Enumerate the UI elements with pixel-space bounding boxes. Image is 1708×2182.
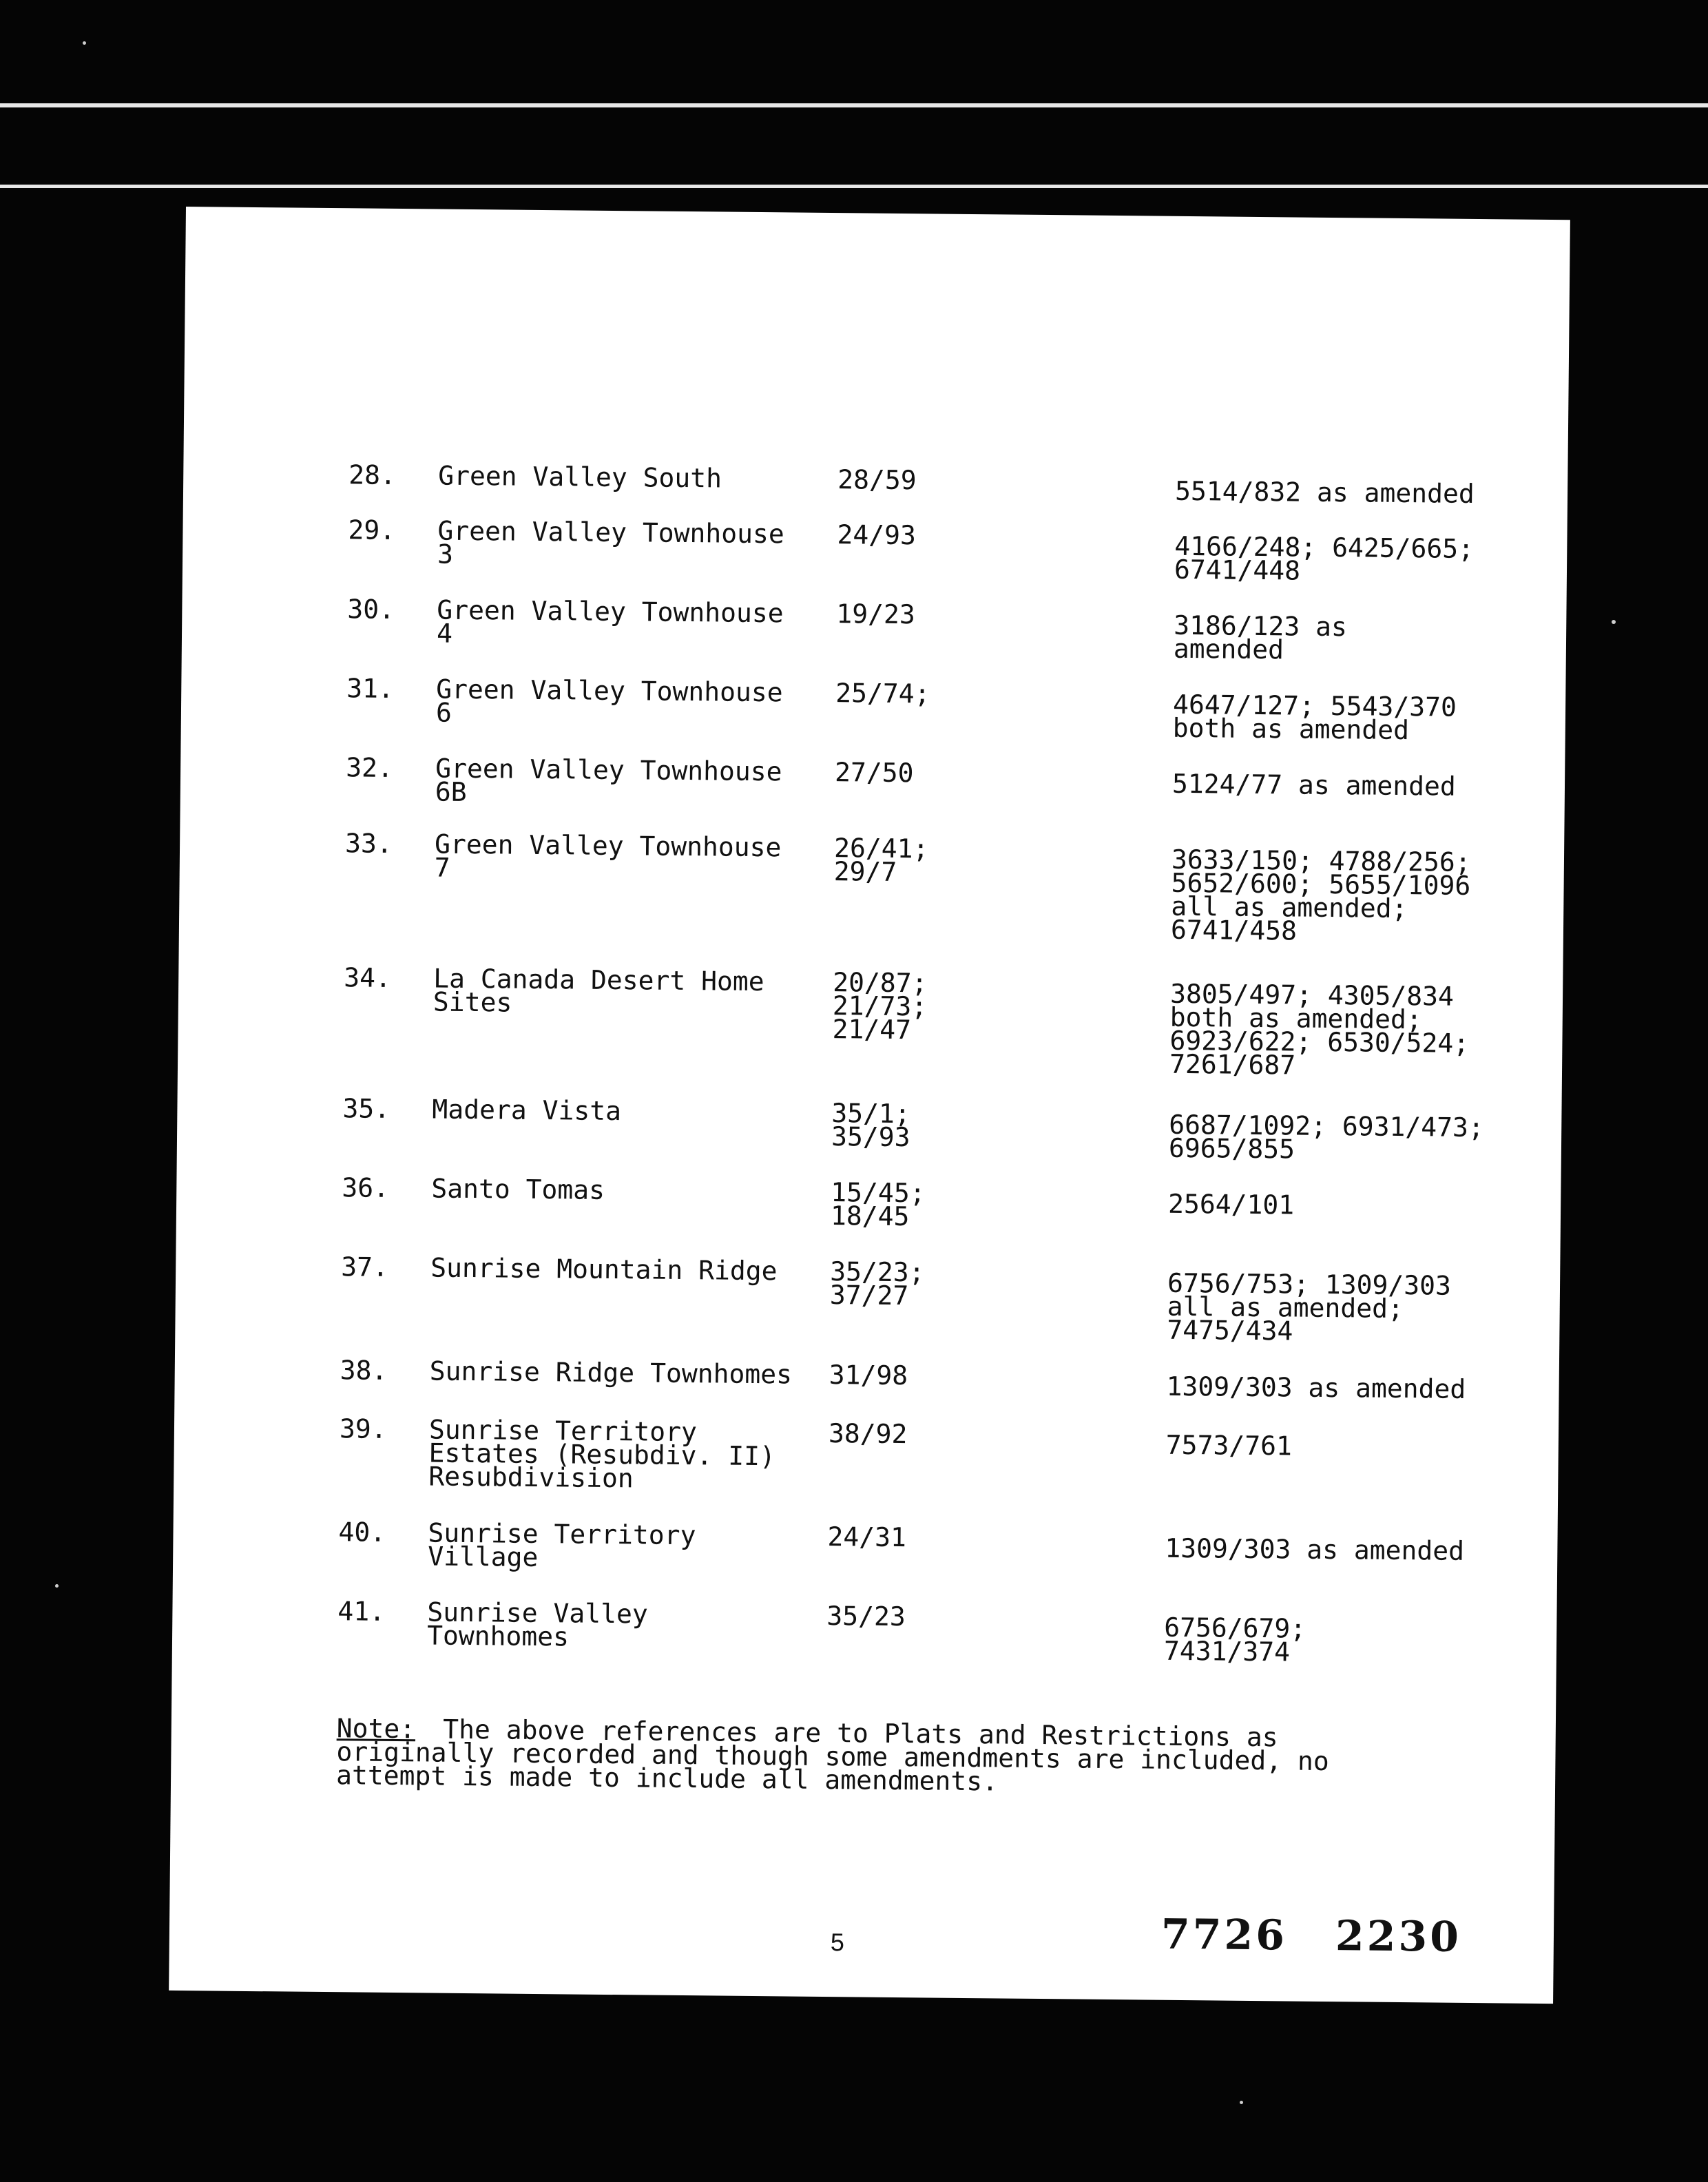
plat-reference: 35/23; 37/27 xyxy=(829,1256,925,1311)
entry-number: 29. xyxy=(348,515,396,546)
restrictions-reference: 4166/248; 6425/665; 6741/448 xyxy=(1174,530,1475,586)
restrictions-reference: 6756/753; 1309/303 all as amended; 7475/434 xyxy=(1167,1267,1452,1347)
subdivision-entry-31 xyxy=(181,673,1565,746)
subdivision-name: Sunrise Territory Village xyxy=(427,1517,696,1572)
stamp-page: 2230 xyxy=(1335,1912,1462,1962)
subdivision-name: Green Valley Townhouse 6 xyxy=(435,674,783,728)
restrictions-reference: 3805/497; 4305/834 both as amended; 6923/622; 6530/524; 7261/687 xyxy=(1169,978,1470,1081)
subdivision-entry-29 xyxy=(183,515,1568,586)
subdivision-name: Madera Vista xyxy=(432,1094,622,1127)
scan-line-top xyxy=(0,103,1708,107)
subdivision-name: Green Valley Townhouse 7 xyxy=(434,829,782,883)
subdivision-entry-33 xyxy=(180,828,1564,946)
subdivision-entry-39 xyxy=(174,1413,1559,1494)
subdivision-entry-36 xyxy=(177,1172,1561,1232)
note-label: Note: xyxy=(336,1713,416,1745)
subdivision-name: Sunrise Ridge Townhomes xyxy=(429,1355,793,1390)
plat-reference: 19/23 xyxy=(836,599,915,630)
plat-reference: 24/93 xyxy=(837,519,917,551)
restrictions-reference: 2564/101 xyxy=(1167,1188,1295,1220)
subdivision-name: Green Valley Townhouse 4 xyxy=(436,594,784,649)
recording-stamp xyxy=(1161,1911,1462,1962)
plat-reference: 24/31 xyxy=(827,1521,907,1553)
subdivision-name: Sunrise Mountain Ridge xyxy=(430,1252,778,1287)
plat-reference: 35/23 xyxy=(826,1601,906,1632)
entry-number: 31. xyxy=(346,673,395,704)
subdivision-entry-37 xyxy=(176,1251,1560,1347)
page-number: 5 xyxy=(830,1928,845,1957)
subdivision-entry-41 xyxy=(173,1596,1557,1667)
restrictions-reference: 5514/832 as amended xyxy=(1174,475,1475,509)
entry-number: 35. xyxy=(342,1093,390,1124)
subdivision-name: Santo Tomas xyxy=(431,1173,605,1205)
restrictions-reference: 1309/303 as amended xyxy=(1165,1532,1465,1566)
subdivision-entry-38 xyxy=(175,1355,1559,1404)
plat-reference: 28/59 xyxy=(837,464,917,496)
entry-number: 28. xyxy=(348,459,397,490)
restrictions-reference: 3633/150; 4788/256; 5652/600; 5655/1096 all as amended; 6741/458 xyxy=(1170,844,1471,946)
plat-reference: 38/92 xyxy=(828,1418,908,1450)
subdivision-entry-35 xyxy=(178,1093,1562,1165)
document-page xyxy=(169,207,1570,2004)
subdivision-name: Sunrise Territory Estates (Resubdiv. II) Resubdivision xyxy=(428,1414,776,1494)
scan-speck xyxy=(1612,620,1616,624)
restrictions-reference: 1309/303 as amended xyxy=(1166,1371,1466,1404)
plat-reference: 20/87; 21/73; 21/47 xyxy=(832,967,928,1046)
subdivision-name: La Canada Desert Home Sites xyxy=(433,963,764,1018)
subdivision-entry-30 xyxy=(183,594,1567,665)
plat-reference: 31/98 xyxy=(829,1360,908,1391)
subdivision-name: Green Valley Townhouse 6B xyxy=(435,753,782,807)
scan-speck xyxy=(1240,2101,1243,2104)
subdivision-entry-40 xyxy=(174,1517,1558,1572)
subdivision-name: Sunrise Valley Townhomes xyxy=(426,1597,648,1652)
subdivision-name: Green Valley Townhouse 3 xyxy=(437,515,785,570)
entry-number: 37. xyxy=(341,1251,389,1282)
entry-number: 32. xyxy=(345,752,394,783)
subdivision-entry-34 xyxy=(178,962,1563,1081)
note-text: The above references are to Plats and Restrictions as originally recorded and though some amendments are included, no attempt is made to include all amendments. xyxy=(335,1714,1329,1797)
entry-number: 41. xyxy=(337,1596,386,1627)
entry-number: 38. xyxy=(340,1355,388,1386)
footnote xyxy=(335,1713,1397,1797)
entry-number: 33. xyxy=(344,828,393,859)
restrictions-reference: 6687/1092; 6931/473; 6965/855 xyxy=(1168,1109,1485,1165)
plat-reference: 35/1; 35/93 xyxy=(831,1098,911,1153)
plat-reference: 26/41; 29/7 xyxy=(833,833,929,887)
plat-reference: 15/45; 18/45 xyxy=(830,1177,926,1232)
entry-number: 34. xyxy=(344,962,392,993)
subdivision-entry-32 xyxy=(180,752,1565,807)
subdivision-entry-28 xyxy=(183,459,1568,509)
entry-number: 39. xyxy=(339,1413,387,1444)
restrictions-reference: 5124/77 as amended xyxy=(1171,768,1457,802)
entry-number: 30. xyxy=(347,594,395,625)
restrictions-reference: 4647/127; 5543/370 both as amended xyxy=(1172,689,1457,746)
entry-number: 40. xyxy=(338,1517,386,1548)
restrictions-reference: 3186/123 as amended xyxy=(1173,610,1348,665)
restrictions-reference: 7573/761 xyxy=(1165,1429,1293,1462)
plat-reference: 25/74; xyxy=(835,678,930,709)
subdivision-name: Green Valley South xyxy=(438,460,722,494)
plat-reference: 27/50 xyxy=(834,757,914,789)
restrictions-reference: 6756/679; 7431/374 xyxy=(1163,1612,1306,1667)
scan-speck xyxy=(55,1584,59,1588)
entry-number: 36. xyxy=(342,1172,390,1203)
scan-speck xyxy=(83,41,86,45)
scan-line-second xyxy=(0,185,1708,188)
stamp-book: 7726 xyxy=(1160,1910,1288,1960)
